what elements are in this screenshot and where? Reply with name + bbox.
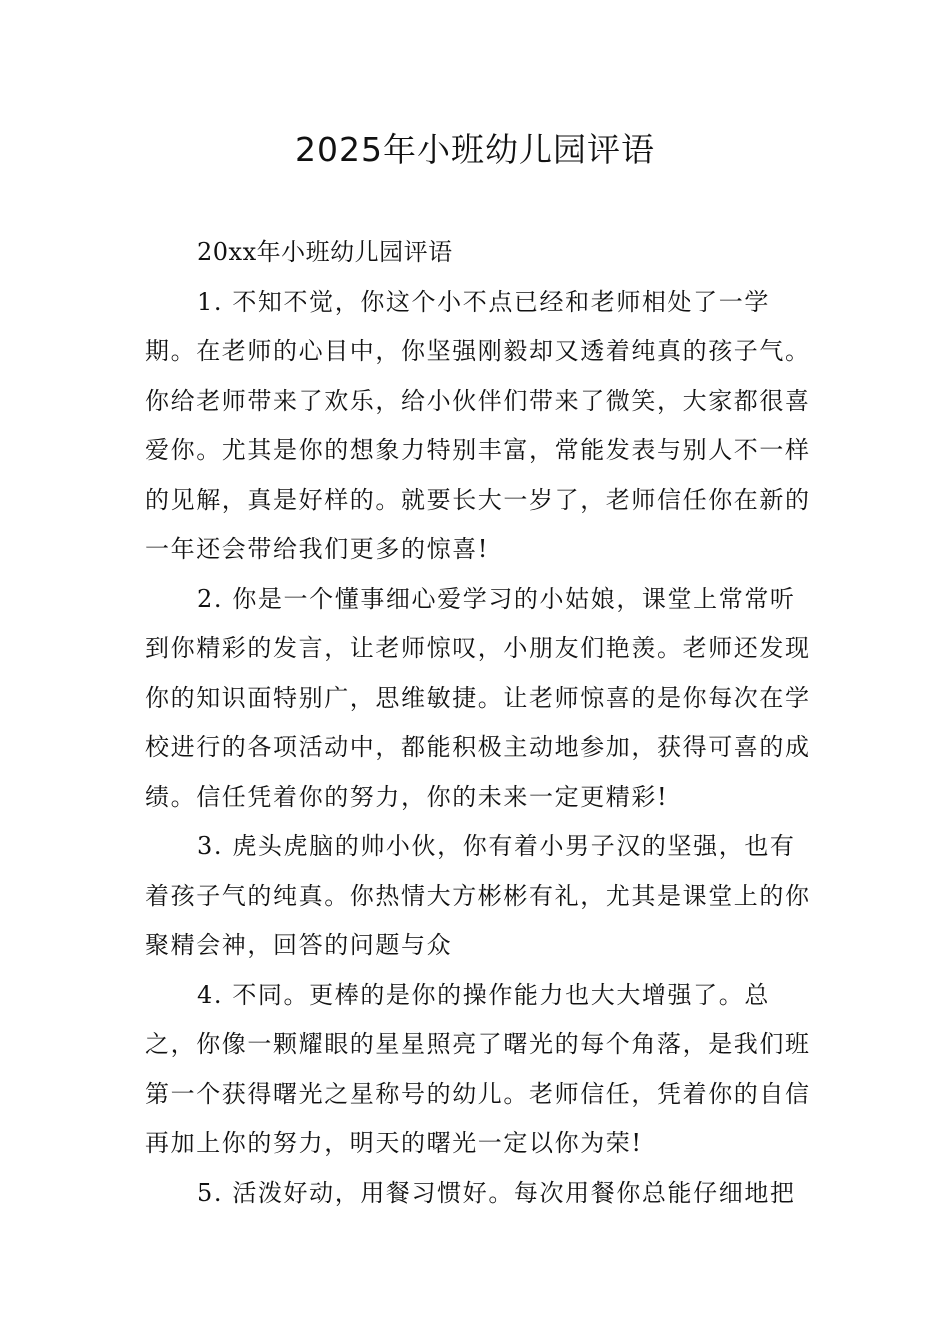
document-subtitle: 20xx年小班幼儿园评语 [197,238,453,266]
document-title: 2025年小班幼儿园评语 [295,130,655,169]
comment-paragraph-1: 1. 不知不觉，你这个小不点已经和老师相处了一学期。在老师的心目中，你坚强刚毅却又透着纯真的孩子气。你给老师带来了欢乐，给小伙伴们带来了微笑，大家都很喜爱你。尤其是你的想象力特别丰富，常能发表与别人不一样的见解，真是好样的。就要长大一岁了，老师信任你在新的一年还会带给我们更多的惊喜! [145,287,811,563]
comment-paragraph-4: 4. 不同。更棒的是你的操作能力也大大增强了。总之，你像一颗耀眼的星星照亮了曙光的每个角落，是我们班第一个获得曙光之星称号的幼儿。老师信任，凭着你的自信再加上你的努力，明天的曙光一定以你为荣! [145,980,811,1157]
comment-paragraph-3: 3. 虎头虎脑的帅小伙，你有着小男子汉的坚强，也有着孩子气的纯真。你热情大方彬彬有礼，尤其是课堂上的你聚精会神，回答的问题与众 [145,832,811,959]
document-body [145,228,815,1218]
comment-paragraph-5: 5. 活泼好动，用餐习惯好。每次用餐你总能仔细地把 [197,1178,796,1207]
comment-paragraph-2: 2. 你是一个懂事细心爱学习的小姑娘，课堂上常常听到你精彩的发言，让老师惊叹，小朋友们艳羡。老师还发现你的知识面特别广，思维敏捷。让老师惊喜的是你每次在学校进行的各项活动中，都能积极主动地参加，获得可喜的成绩。信任凭着你的努力，你的未来一定更精彩! [145,584,811,811]
